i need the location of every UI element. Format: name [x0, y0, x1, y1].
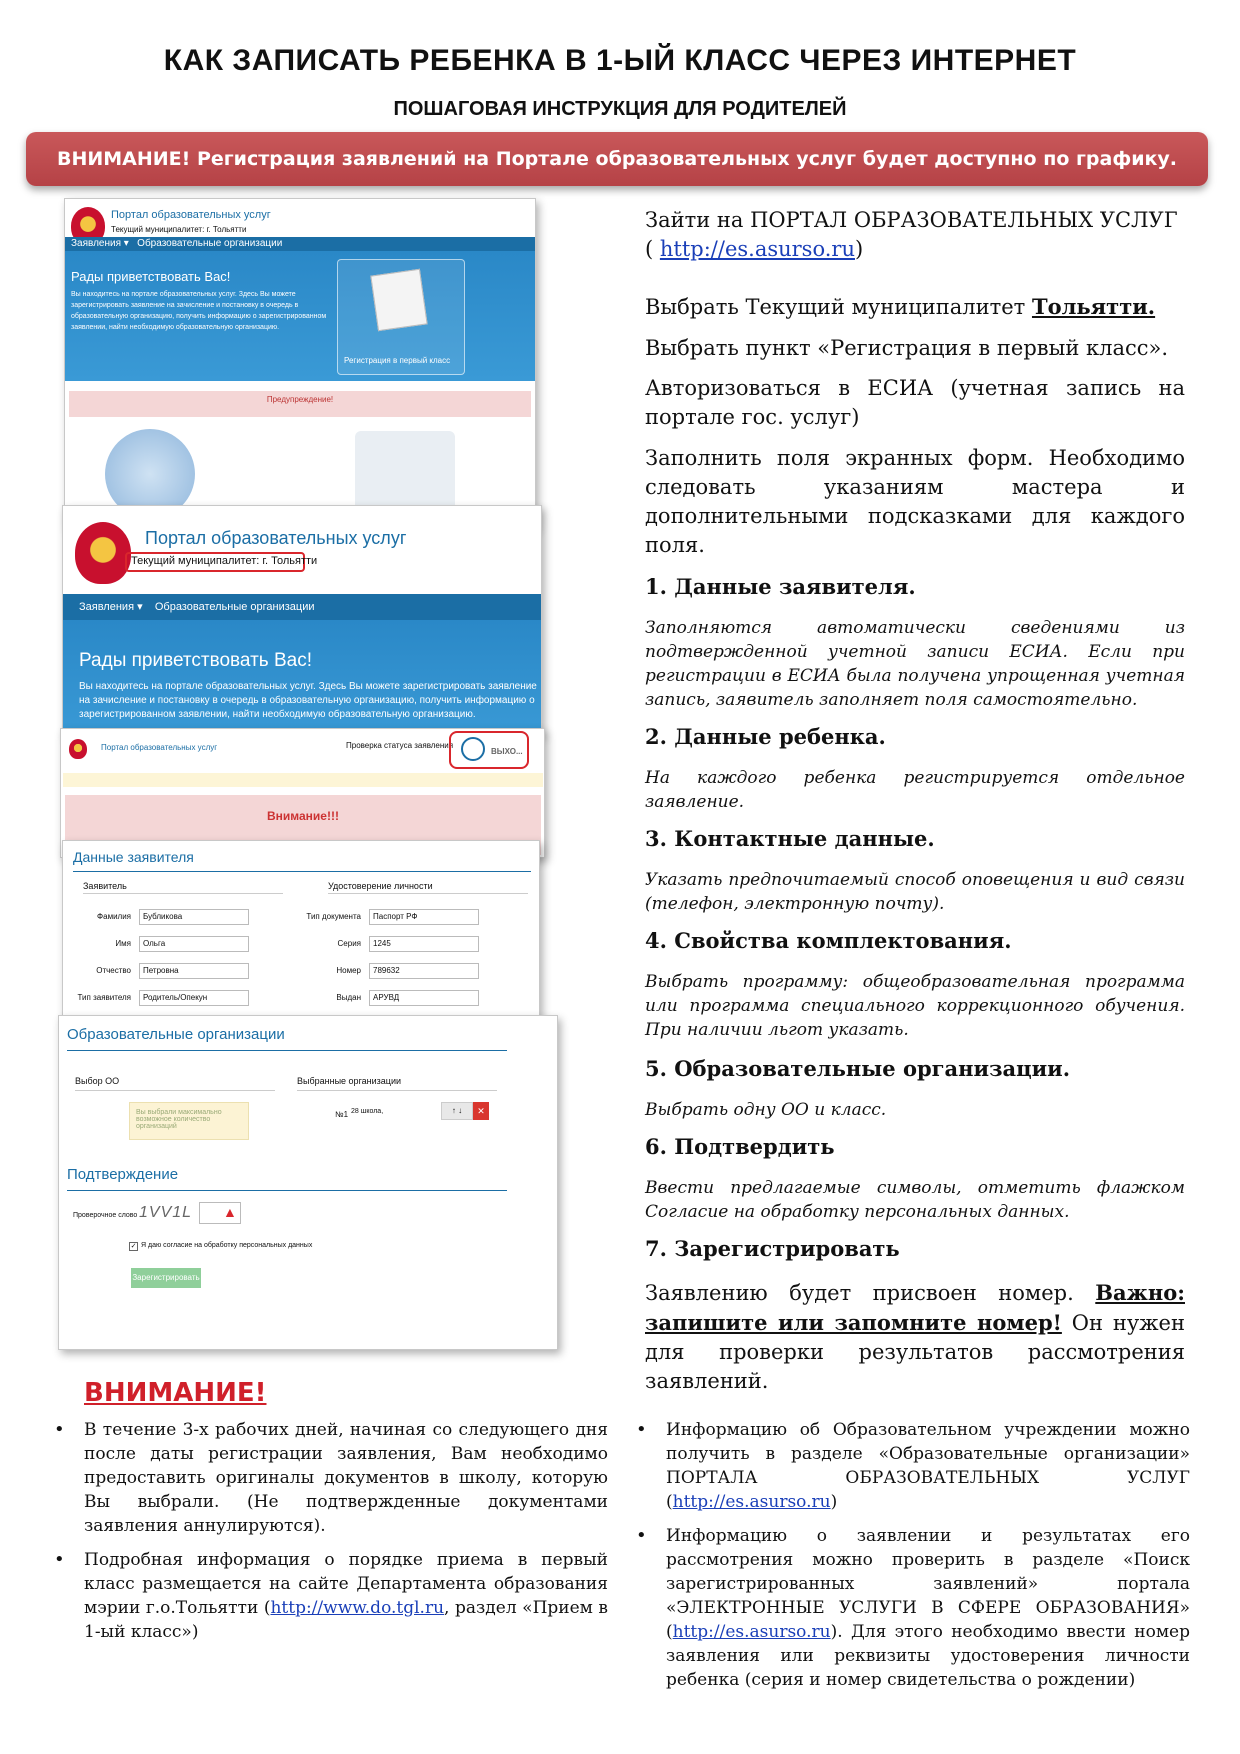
exit-button[interactable]: ВЫХО...: [491, 747, 523, 756]
portal-link[interactable]: http://es.asurso.ru: [659, 237, 855, 261]
screenshot-applicant: [62, 840, 540, 1020]
list-item-text: Информацию о заявлении и результатах его рассмотрения можно проверить в разделе «Поиск зарегистрированных заявлений» портала «ЭЛЕКТРОННЫЕ УСЛУГИ В СФЕРЕ ОБРАЗОВАНИЯ» (: [666, 1526, 1190, 1642]
screenshot-portal-home: [64, 198, 536, 528]
field-label: Отчество: [96, 966, 131, 975]
nav-applications[interactable]: Заявления ▾: [71, 238, 129, 249]
welcome-heading: Рады приветствовать Вас!: [79, 650, 312, 671]
attention-title: ВНИМАНИЕ!: [84, 1378, 267, 1408]
chosen-item-number: №1: [335, 1110, 349, 1119]
intro-municipality: [645, 292, 1185, 322]
name-input[interactable]: Ольга: [139, 936, 249, 952]
department-link[interactable]: http://www.do.tgl.ru: [270, 1598, 445, 1618]
welcome-heading: Рады приветствовать Вас!: [71, 269, 231, 284]
final-note-post: Он нужен для проверки результатов рассмотрения заявлений.: [645, 1311, 1185, 1393]
move-arrows-button[interactable]: ↑ ↓: [441, 1102, 473, 1120]
list-item-text: , раздел «Прием в 1-ый класс»): [84, 1598, 609, 1642]
list-item-text: Информацию об Образовательном учреждении можно получить в разделе «Образовательные организации» ПОРТАЛА ОБРАЗОВАТЕЛЬНЫХ УСЛУГ (: [666, 1420, 1190, 1512]
intro-portal-text: Зайти на ПОРТАЛ ОБРАЗОВАТЕЛЬНЫХ УСЛУГ: [645, 208, 1178, 232]
esia-logo-icon[interactable]: [461, 737, 485, 761]
chosen-orgs-label: Выбранные организации: [297, 1076, 401, 1086]
intro-auth: Авторизоваться в ЕСИА (учетная запись на портале гос. услуг): [645, 376, 1185, 429]
consent-label: Я даю согласие на обработку персональных данных: [141, 1242, 313, 1249]
attention-banner: ВНИМАНИЕ! Регистрация заявлений на Портале образовательных услуг будет доступно по графику.: [26, 132, 1208, 186]
field-label: Серия: [337, 939, 361, 948]
max-note: Вы выбрали максимально возможное количество организаций: [129, 1102, 249, 1140]
nav-bar: [65, 237, 535, 251]
issued-by-input[interactable]: АРУВД: [369, 990, 479, 1006]
portal-link[interactable]: http://es.asurso.ru: [672, 1622, 831, 1642]
identity-label: Удостоверение личности: [328, 881, 433, 891]
page-subtitle: ПОШАГОВАЯ ИНСТРУКЦИЯ ДЛЯ РОДИТЕЛЕЙ: [393, 98, 847, 120]
number-input[interactable]: 789632: [369, 963, 479, 979]
step-2-title: 2. Данные ребенка.: [645, 724, 886, 749]
list-item: • В течение 3-х рабочих дней, начиная со следующего дня после даты регистрации заявления, Вам необходимо предоставить оригиналы документов в школу, которую Вы выбрали. (Не подтвержденные документами заявления аннулируются).: [54, 1419, 608, 1536]
screenshot-login: [60, 728, 545, 858]
step-1-title: 1. Данные заявителя.: [645, 574, 916, 599]
remove-icon[interactable]: ✕: [473, 1102, 489, 1120]
list-item-text: ). Для этого необходимо ввести номер заявления или реквизиты удостоверения личности ребенка (серия и номер свидетельства о рождении): [666, 1622, 1190, 1690]
nav-applications[interactable]: Заявления ▾: [79, 601, 143, 613]
check-status-link[interactable]: Проверка статуса заявления: [346, 741, 454, 750]
coat-of-arms-icon: [75, 522, 131, 584]
municipality-label[interactable]: Текущий муниципалитет: г. Тольятти: [131, 555, 318, 567]
surname-input[interactable]: Бубликова: [139, 909, 249, 925]
step-3-title: 3. Контактные данные.: [645, 826, 935, 851]
welcome-text: Вы находитесь на портале образовательных услуг. Здесь Вы можете зарегистрировать заявление на зачисление и постановку в очередь в образовательную организацию, получить информацию о зарегистрированном заявлении, найти необходимую образовательную организацию.: [79, 681, 537, 720]
welcome-panel: [65, 251, 535, 381]
intro-register-item: Выбрать пункт «Регистрация в первый класс».: [645, 336, 1169, 360]
series-input[interactable]: 1245: [369, 936, 479, 952]
portal-link[interactable]: http://es.asurso.ru: [672, 1492, 831, 1512]
confirm-header: Подтверждение: [67, 1166, 179, 1183]
portal-title: Портал образовательных услуг: [111, 209, 271, 221]
final-note-pre: Заявлению будет присвоен номер.: [645, 1281, 1096, 1305]
list-item-text: В течение 3-х рабочих дней, начиная со следующего дня после даты регистрации заявления, Вам необходимо предоставить оригиналы документов в школу, которую Вы выбрали. (Не подтвержденные документами заявления аннулируются).: [84, 1420, 608, 1536]
page-title: КАК ЗАПИСАТЬ РЕБЕНКА В 1-ЫЙ КЛАСС ЧЕРЕЗ ИНТЕРНЕТ: [163, 44, 1077, 77]
step-7-title: 7. Зарегистрировать: [645, 1236, 900, 1261]
patronymic-input[interactable]: Петровна: [139, 963, 249, 979]
municipality-label: Текущий муниципалитет: г. Тольятти: [111, 225, 247, 234]
captcha-label: Проверочное слово: [73, 1212, 138, 1219]
list-item: • Информацию об Образовательном учреждении можно получить в разделе «Образовательные организации» ПОРТАЛА ОБРАЗОВАТЕЛЬНЫХ УСЛУГ (http://es.asurso.ru): [636, 1419, 1190, 1512]
step-1-desc: Заполняются автоматически сведениями из подтвержденной учетной записи ЕСИА. Если при регистрации в ЕСИА была получена упрощенная учетная запись, заявитель заполняет поля самостоятельно.: [645, 618, 1185, 710]
register-first-class-tile[interactable]: [337, 259, 465, 375]
list-item: • Подробная информация о порядке приема в первый класс размещается на сайте Департамента образования мэрии г.о.Тольятти (http://www.do.tgl.ru, раздел «Прием в 1-ый класс»): [54, 1549, 609, 1642]
portal-title: Портал образовательных услуг: [145, 528, 407, 548]
screenshot-orgs-confirm: [58, 1015, 558, 1350]
applicant-label: Заявитель: [83, 881, 127, 891]
warning-strip: Предупреждение!: [69, 391, 531, 417]
final-note-important: Важно: запишите или запомните номер!: [645, 1280, 1185, 1335]
attention-right-list: [630, 1418, 1190, 1702]
warning-icon: ▲: [223, 1204, 237, 1220]
applicant-header: Данные заявителя: [73, 849, 194, 865]
captcha-image: 1VV1L: [139, 1204, 193, 1221]
nav-bar: [63, 594, 541, 620]
step-6-desc: Ввести предлагаемые символы, отметить флажком Согласие на обработку персональных данных.: [645, 1178, 1185, 1222]
register-first-class-label: Регистрация в первый класс: [344, 356, 451, 365]
welcome-text: Вы находитесь на портале образовательных услуг. Здесь Вы можете зарегистрировать заявление на зачисление и постановку в очередь в образовательную организацию, получить информацию о зарегистрированном заявлении, найти необходимую образовательную организацию.: [71, 291, 327, 331]
field-label: Тип заявителя: [77, 993, 131, 1002]
list-item: • Информацию о заявлении и результатах его рассмотрения можно проверить в разделе «Поиск зарегистрированных заявлений» портала «ЭЛЕКТРОННЫЕ УСЛУГИ В СФЕРЕ ОБРАЗОВАНИЯ» (http://es.asurso.ru). Для этого необходимо ввести номер заявления или реквизиты удостоверения личности ребенка (серия и номер свидетельства о рождении): [636, 1525, 1190, 1690]
step-6-title: 6. Подтвердить: [645, 1134, 835, 1159]
documents-icon: [370, 269, 427, 331]
intro-portal: Зайти на ПОРТАЛ ОБРАЗОВАТЕЛЬНЫХ УСЛУГ ( http://es.asurso.ru): [645, 208, 1178, 261]
intro-fill: Заполнить поля экранных форм. Необходимо следовать указаниям мастера и дополнительными подсказками для каждого поля.: [645, 446, 1185, 557]
browser-note: [63, 773, 543, 787]
step-2-desc: На каждого ребенка регистрируется отдельное заявление.: [645, 768, 1185, 812]
final-note: [645, 1278, 1185, 1396]
coat-of-arms-icon: [69, 739, 87, 759]
attention-left-list: [48, 1418, 608, 1654]
applicant-fields: [73, 903, 303, 1011]
list-item-text: Подробная информация о порядке приема в первый класс размещается на сайте Департамента образования мэрии г.о.Тольятти (: [84, 1550, 608, 1618]
portal-title: Портал образовательных услуг: [101, 743, 218, 752]
attention-block: Внимание!!!: [65, 795, 541, 855]
step-4-desc: Выбрать программу: общеобразовательная программа или программа специального коррекционного обучения. При наличии льгот указать.: [645, 972, 1185, 1040]
register-button[interactable]: Зарегистрировать: [131, 1268, 201, 1288]
orgs-header: Образовательные организации: [67, 1026, 285, 1043]
doc-type-select[interactable]: Паспорт РФ: [369, 909, 479, 925]
applicant-type-select[interactable]: Родитель/Опекун: [139, 990, 249, 1006]
intro-municipality-text: Выбрать Текущий муниципалитет: [645, 295, 1032, 319]
field-label: Выдан: [336, 993, 361, 1002]
city-name: Тольятти.: [1031, 294, 1156, 319]
step-3-desc: Указать предпочитаемый способ оповещения и вид связи (телефон, электронную почту).: [645, 870, 1185, 914]
field-label: Тип документа: [306, 912, 361, 921]
chosen-item: 28 школа,: [351, 1108, 384, 1115]
nav-organizations[interactable]: Образовательные организации: [154, 601, 315, 613]
welcome-panel: [63, 620, 541, 735]
choose-oo-label: Выбор ОО: [75, 1076, 120, 1086]
field-label: Имя: [115, 939, 131, 948]
screenshot-municipality: [62, 505, 542, 735]
identity-fields: [303, 903, 533, 1011]
field-label: Фамилия: [97, 912, 131, 921]
consent-checkbox[interactable]: ✓: [130, 1243, 137, 1250]
step-5-desc: Выбрать одну ОО и класс.: [645, 1100, 887, 1120]
nav-organizations[interactable]: Образовательные организации: [137, 238, 283, 249]
field-label: Номер: [336, 966, 361, 975]
step-4-title: 4. Свойства комплектования.: [645, 928, 1012, 953]
step-5-title: 5. Образовательные организации.: [645, 1056, 1071, 1081]
